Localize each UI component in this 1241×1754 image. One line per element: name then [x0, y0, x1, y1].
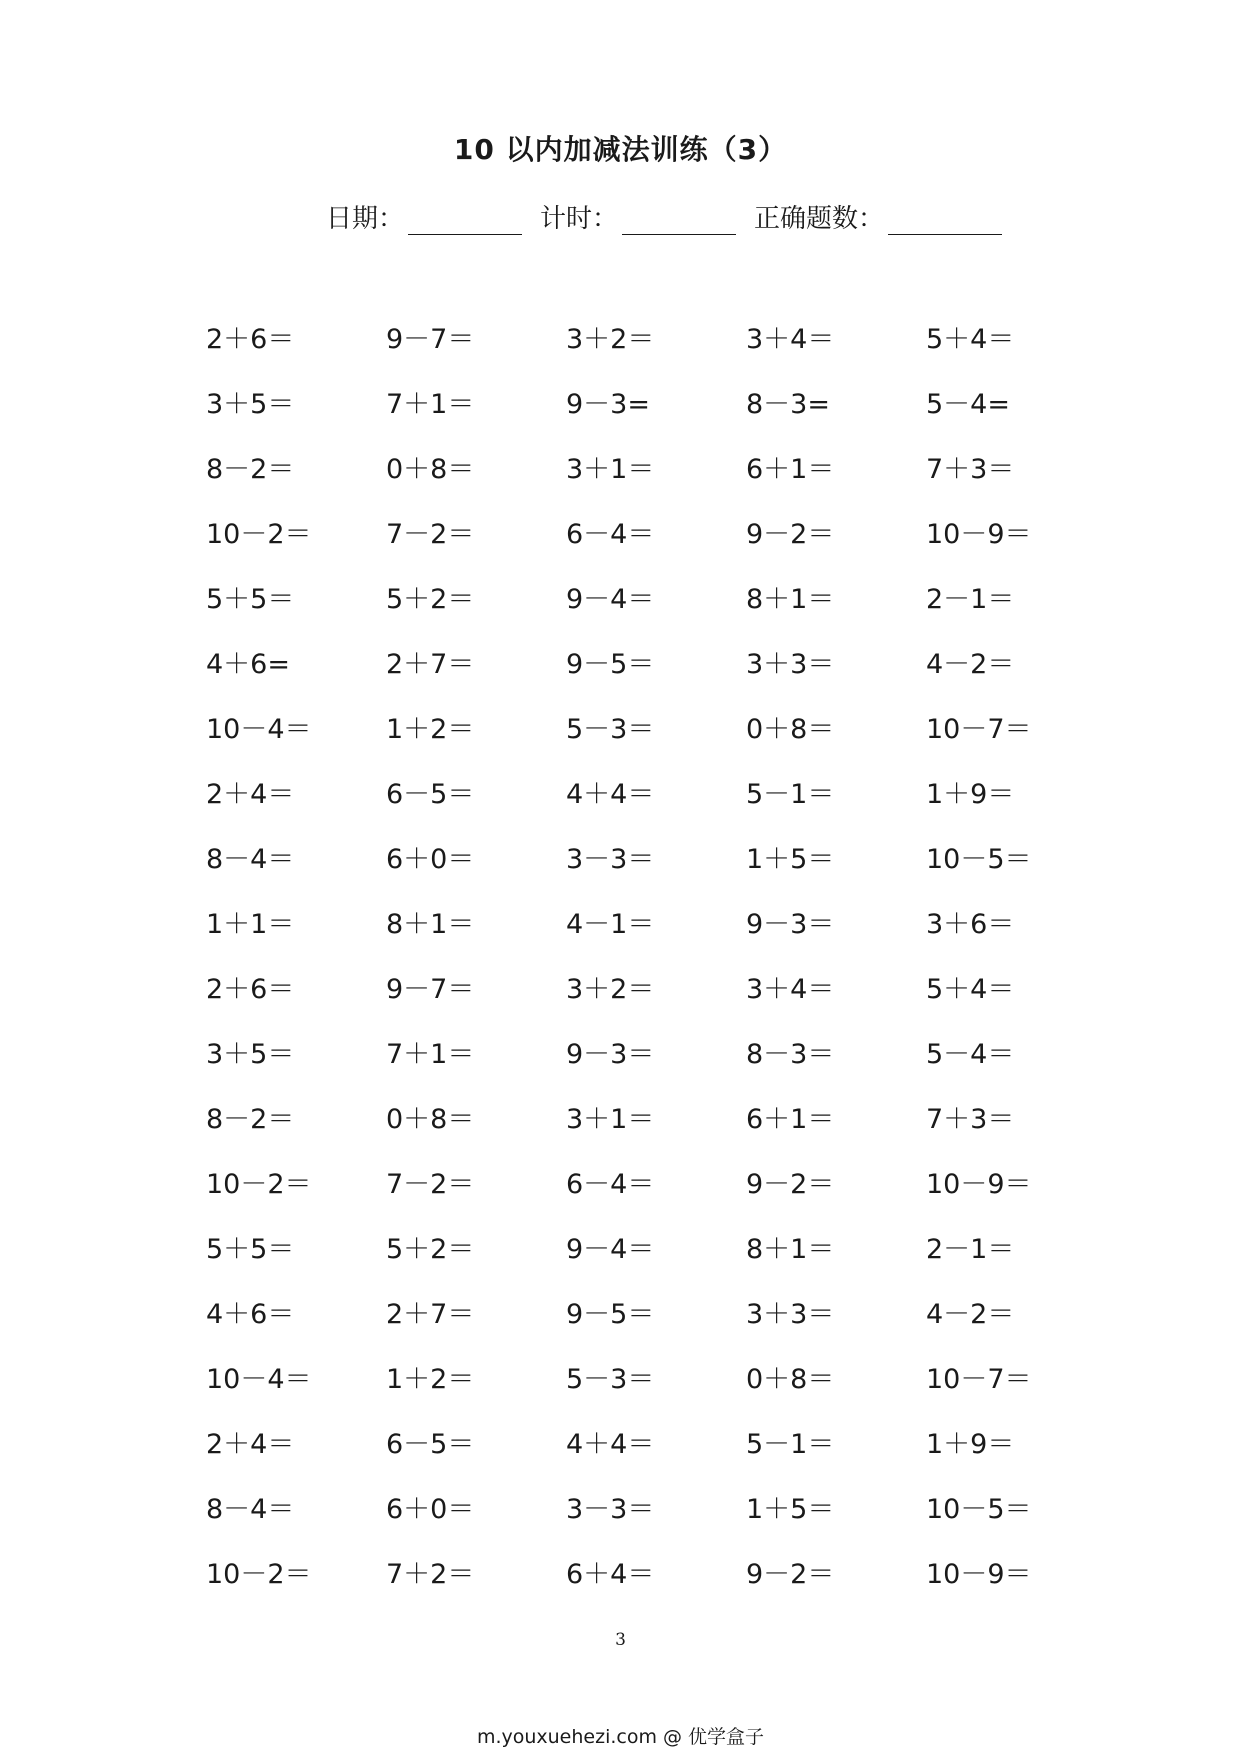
timer-field	[540, 198, 736, 235]
math-problem: 6＋0＝	[386, 1494, 475, 1525]
math-problem: 7＋1＝	[386, 389, 475, 420]
date-blank[interactable]	[408, 210, 522, 235]
math-problem: 5－4＝	[926, 1039, 1015, 1070]
math-problem: 6－4＝	[566, 519, 655, 550]
math-problem: 9－3=	[566, 389, 650, 420]
math-problem: 10－9＝	[926, 519, 1032, 550]
math-problem: 7＋3＝	[926, 1104, 1015, 1135]
problem-row	[206, 1490, 1106, 1555]
math-problem: 3＋1＝	[566, 1104, 655, 1135]
math-problem: 5－1＝	[746, 779, 835, 810]
math-problem: 3＋6＝	[926, 909, 1015, 940]
math-problem: 9－2＝	[746, 1169, 835, 1200]
problem-row	[206, 1295, 1106, 1360]
math-problem: 9－7＝	[386, 974, 475, 1005]
math-problem: 6＋1＝	[746, 454, 835, 485]
math-problem: 3＋5＝	[206, 1039, 295, 1070]
problem-row	[206, 1230, 1106, 1295]
math-problem: 3＋4＝	[746, 324, 835, 355]
math-problem: 2＋6＝	[206, 974, 295, 1005]
date-field	[326, 198, 522, 235]
math-problem: 7－2＝	[386, 519, 475, 550]
math-problem: 8＋1＝	[746, 584, 835, 615]
math-problem: 8－2＝	[206, 1104, 295, 1135]
math-problem: 5－4=	[926, 389, 1010, 420]
problem-row	[206, 320, 1106, 385]
math-problem: 5＋4＝	[926, 974, 1015, 1005]
math-problem: 2＋4＝	[206, 779, 295, 810]
math-problem: 5－3＝	[566, 714, 655, 745]
math-problem: 3＋3＝	[746, 1299, 835, 1330]
math-problem: 2＋6＝	[206, 324, 295, 355]
math-problem: 6＋4＝	[566, 1559, 655, 1590]
math-problem: 8－2＝	[206, 454, 295, 485]
math-problem: 3＋5＝	[206, 389, 295, 420]
math-problem: 0＋8＝	[746, 714, 835, 745]
math-problem: 7＋1＝	[386, 1039, 475, 1070]
math-problem: 8－3＝	[746, 1039, 835, 1070]
math-problem: 3＋2＝	[566, 974, 655, 1005]
page-title: 10 以内加减法训练（3）	[453, 133, 788, 166]
problem-row	[206, 905, 1106, 970]
info-row	[326, 198, 1020, 235]
math-problem: 3－3＝	[566, 844, 655, 875]
math-problem: 8＋1＝	[746, 1234, 835, 1265]
math-problem: 2－1＝	[926, 1234, 1015, 1265]
problem-row	[206, 1035, 1106, 1100]
math-problem: 4＋6=	[206, 649, 290, 680]
problem-row	[206, 450, 1106, 515]
problem-row	[206, 515, 1106, 580]
math-problem: 5＋2＝	[386, 1234, 475, 1265]
math-problem: 2－1＝	[926, 584, 1015, 615]
problem-row	[206, 580, 1106, 645]
math-problem: 8－4＝	[206, 1494, 295, 1525]
problem-row	[206, 645, 1106, 710]
math-problem: 3－3＝	[566, 1494, 655, 1525]
math-problem: 5＋2＝	[386, 584, 475, 615]
math-problem: 9－4＝	[566, 584, 655, 615]
math-problem: 4－1＝	[566, 909, 655, 940]
math-problem: 7＋3＝	[926, 454, 1015, 485]
math-problem: 4＋4＝	[566, 779, 655, 810]
math-problem: 3＋1＝	[566, 454, 655, 485]
math-problem: 8＋1＝	[386, 909, 475, 940]
math-problem: 7－2＝	[386, 1169, 475, 1200]
date-label: 日期：	[326, 204, 405, 234]
math-problem: 10－2＝	[206, 1559, 312, 1590]
math-problem: 9－2＝	[746, 519, 835, 550]
math-problem: 10－5＝	[926, 844, 1032, 875]
math-problem: 6－5＝	[386, 779, 475, 810]
math-problem: 1＋5＝	[746, 844, 835, 875]
math-problem: 10－7＝	[926, 1364, 1032, 1395]
math-problem: 10－9＝	[926, 1559, 1032, 1590]
math-problem: 2＋7＝	[386, 1299, 475, 1330]
problem-row	[206, 1360, 1106, 1425]
math-problem: 5＋5＝	[206, 1234, 295, 1265]
problem-row	[206, 1425, 1106, 1490]
math-problem: 7＋2＝	[386, 1559, 475, 1590]
math-problem: 9－2＝	[746, 1559, 835, 1590]
math-problem: 6－4＝	[566, 1169, 655, 1200]
math-problem: 9－5＝	[566, 649, 655, 680]
footer-watermark: m.youxuehezi.com @ 优学盒子	[476, 1726, 765, 1748]
math-problem: 9－3＝	[746, 909, 835, 940]
math-problem: 9－7＝	[386, 324, 475, 355]
correct-count-label: 正确题数：	[754, 204, 885, 234]
problem-grid	[206, 320, 1106, 1620]
problem-row	[206, 775, 1106, 840]
math-problem: 10－4＝	[206, 1364, 312, 1395]
math-problem: 1＋9＝	[926, 1429, 1015, 1460]
problem-row	[206, 1100, 1106, 1165]
math-problem: 6－5＝	[386, 1429, 475, 1460]
math-problem: 6＋1＝	[746, 1104, 835, 1135]
math-problem: 8－4＝	[206, 844, 295, 875]
problem-row	[206, 970, 1106, 1035]
math-problem: 8－3=	[746, 389, 830, 420]
math-problem: 10－9＝	[926, 1169, 1032, 1200]
math-problem: 2＋7＝	[386, 649, 475, 680]
math-problem: 10－4＝	[206, 714, 312, 745]
problem-row	[206, 840, 1106, 905]
math-problem: 5－1＝	[746, 1429, 835, 1460]
math-problem: 1＋2＝	[386, 714, 475, 745]
math-problem: 9－4＝	[566, 1234, 655, 1265]
timer-label: 计时：	[540, 204, 619, 234]
math-problem: 4－2＝	[926, 1299, 1015, 1330]
math-problem: 6＋0＝	[386, 844, 475, 875]
math-problem: 1＋5＝	[746, 1494, 835, 1525]
math-problem: 0＋8＝	[746, 1364, 835, 1395]
problem-row	[206, 1165, 1106, 1230]
math-problem: 10－2＝	[206, 1169, 312, 1200]
math-problem: 5＋4＝	[926, 324, 1015, 355]
math-problem: 5＋5＝	[206, 584, 295, 615]
math-problem: 1＋2＝	[386, 1364, 475, 1395]
correct-count-blank[interactable]	[888, 210, 1002, 235]
math-problem: 5－3＝	[566, 1364, 655, 1395]
math-problem: 10－7＝	[926, 714, 1032, 745]
math-problem: 3＋2＝	[566, 324, 655, 355]
math-problem: 4－2＝	[926, 649, 1015, 680]
math-problem: 10－2＝	[206, 519, 312, 550]
problem-row	[206, 710, 1106, 775]
math-problem: 4＋4＝	[566, 1429, 655, 1460]
math-problem: 3＋4＝	[746, 974, 835, 1005]
math-problem: 3＋3＝	[746, 649, 835, 680]
math-problem: 0＋8＝	[386, 1104, 475, 1135]
math-problem: 2＋4＝	[206, 1429, 295, 1460]
math-problem: 1＋9＝	[926, 779, 1015, 810]
problem-row	[206, 1555, 1106, 1620]
math-problem: 0＋8＝	[386, 454, 475, 485]
correct-count-field	[754, 198, 1002, 235]
math-problem: 9－3＝	[566, 1039, 655, 1070]
timer-blank[interactable]	[622, 210, 736, 235]
problem-row	[206, 385, 1106, 450]
math-problem: 4＋6＝	[206, 1299, 295, 1330]
math-problem: 1＋1＝	[206, 909, 295, 940]
math-problem: 9－5＝	[566, 1299, 655, 1330]
math-problem: 10－5＝	[926, 1494, 1032, 1525]
page-number: 3	[615, 1630, 626, 1650]
